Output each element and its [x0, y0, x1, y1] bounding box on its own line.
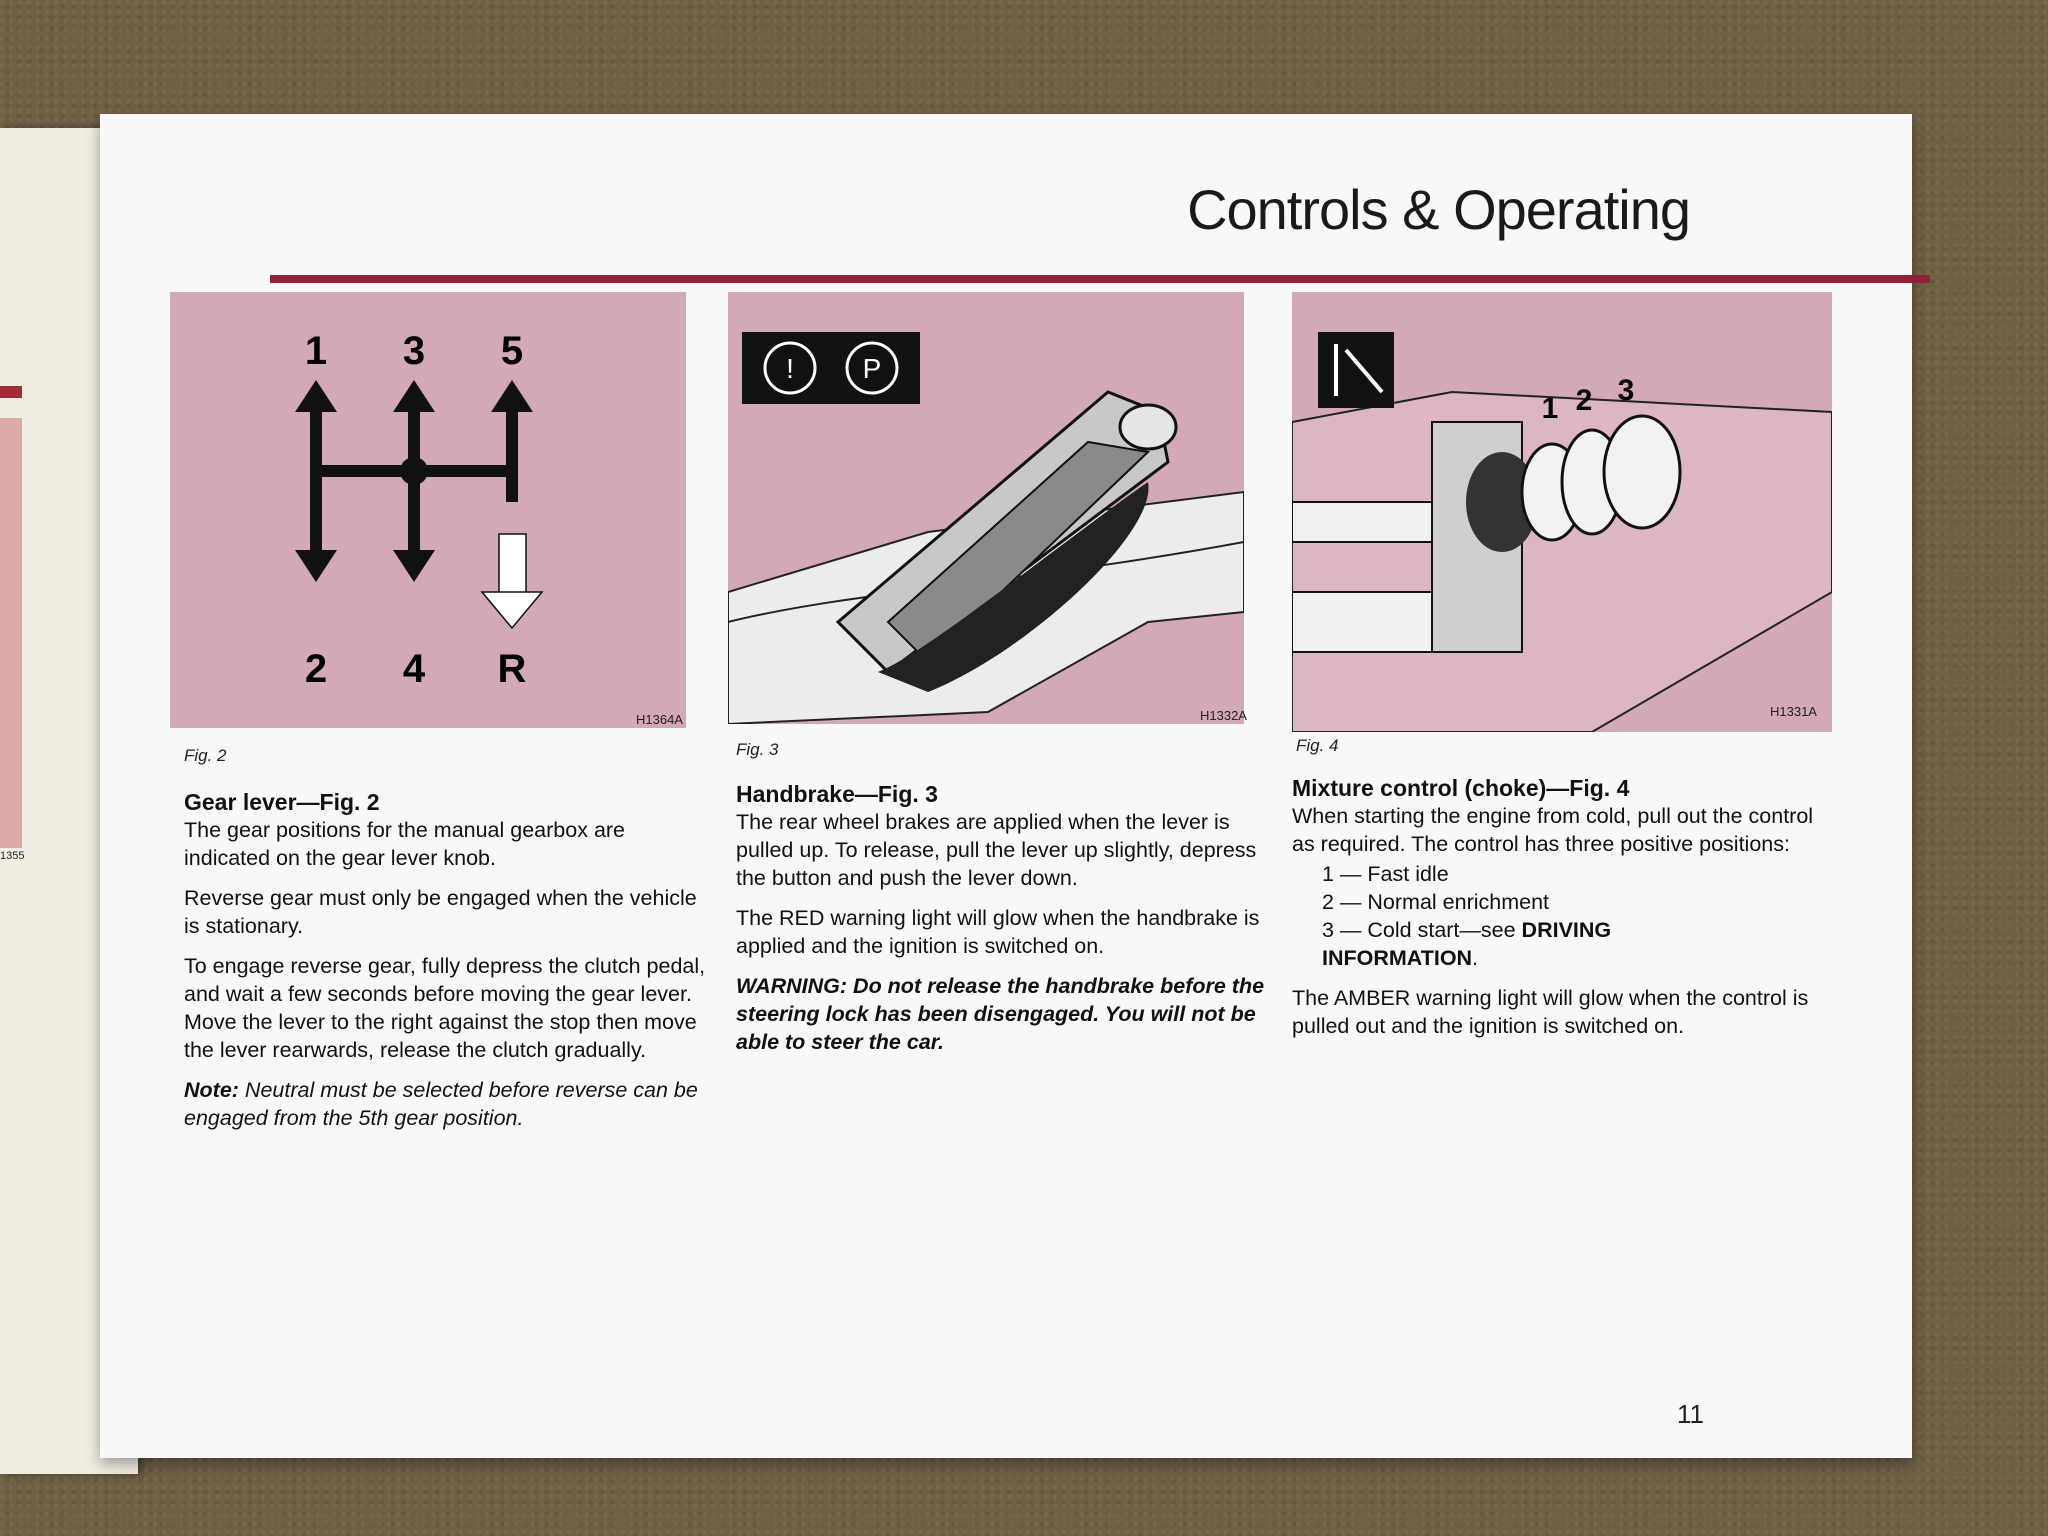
gear-lever-note: [184, 1076, 714, 1132]
handbrake-heading: Handbrake—Fig. 3: [736, 781, 938, 807]
gear-reverse-label: R: [497, 647, 527, 691]
mixture-paragraph-1: When starting the engine from cold, pull out the control as required. The control has three positive positions:: [1292, 804, 1814, 856]
list-item: 1 — Fast idle: [1322, 862, 1449, 886]
mixture-control-section: [1292, 774, 1822, 1052]
driving-information-ref: INFORMATION: [1322, 946, 1473, 970]
figure-3-code: H1332A: [1200, 708, 1247, 723]
note-label: Note:: [184, 1078, 239, 1102]
choke-position-3: 3: [1617, 374, 1635, 407]
list-item-continuation: [1292, 944, 1822, 972]
figure-handbrake: [728, 292, 1244, 724]
manual-page: [100, 114, 1912, 1458]
mixture-heading: Mixture control (choke)—Fig. 4: [1292, 775, 1630, 801]
figure-2-caption: Fig. 2: [184, 746, 227, 765]
gear-lever-section: [184, 788, 714, 1144]
list-item-bold: DRIVING: [1521, 918, 1612, 942]
page-number: 11: [1677, 1399, 1704, 1429]
choke-symbol-box: [1318, 332, 1394, 408]
list-item: [1322, 916, 1822, 944]
svg-text:P: P: [862, 353, 882, 384]
handbrake-paragraph-2: The RED warning light will glow when the handbrake is applied and the ignition is switched on.: [736, 906, 1260, 958]
handbrake-paragraph-1: The rear wheel brakes are applied when the lever is pulled up. To release, pull the lever up slightly, depress the button and push the lever down.: [736, 810, 1257, 890]
note-text: Neutral must be selected before reverse can be engaged from the 5th gear position.: [184, 1078, 698, 1130]
handbrake-section: [736, 780, 1266, 1068]
title-rule: [270, 275, 1930, 283]
gear-lever-heading: Gear lever—Fig. 2: [184, 789, 380, 815]
list-item-end: .: [1472, 946, 1479, 970]
gear-2-label: 2: [304, 647, 328, 691]
figure-4-code: H1331A: [1770, 704, 1817, 719]
gear-lever-paragraph-2: Reverse gear must only be engaged when the vehicle is stationary.: [184, 886, 697, 938]
reverse-arrow-shaft: [499, 534, 526, 596]
mixture-paragraph-2: The AMBER warning light will glow when the control is pulled out and the ignition is switched on.: [1292, 986, 1809, 1038]
gear-lever-paragraph-3: To engage reverse gear, fully depress the clutch pedal, and wait a few seconds before moving the gear lever. Move the lever to the right against the stop then move the lever rearwards, release the clutch gradually.: [184, 954, 706, 1062]
gear-5-label: 5: [500, 329, 524, 373]
gear-4-label: 4: [402, 647, 426, 691]
figure-gear-pattern: [170, 292, 686, 728]
page-title: Controls & Operating: [1187, 178, 1690, 241]
previous-page-figure-code: 1355: [0, 850, 25, 862]
warning-symbols-box: [742, 332, 920, 404]
list-item-text: 3 — Cold start—see: [1322, 918, 1522, 942]
handbrake-warning: WARNING: Do not release the handbrake before the steering lock has been disengaged. You will not be able to steer the car.: [736, 974, 1265, 1054]
choke-position-1: 1: [1541, 392, 1559, 425]
gear-1-label: 1: [304, 329, 328, 373]
previous-page-rule: [0, 386, 22, 398]
figure-4-caption: Fig. 4: [1296, 736, 1339, 755]
previous-page-figure: [0, 418, 22, 848]
figure-2-code: H1364A: [636, 712, 683, 727]
reverse-arrow-head: [482, 592, 542, 628]
list-item: 2 — Normal enrichment: [1322, 890, 1550, 914]
svg-text:!: !: [786, 353, 794, 384]
gear-3-label: 3: [402, 329, 426, 373]
gear-lever-paragraph-1: The gear positions for the manual gearbox are indicated on the gear lever knob.: [184, 818, 626, 870]
choke-position-2: 2: [1575, 384, 1593, 417]
figure-mixture-control: [1292, 292, 1832, 732]
mixture-positions-list: [1292, 860, 1822, 944]
figure-3-caption: Fig. 3: [736, 740, 779, 759]
